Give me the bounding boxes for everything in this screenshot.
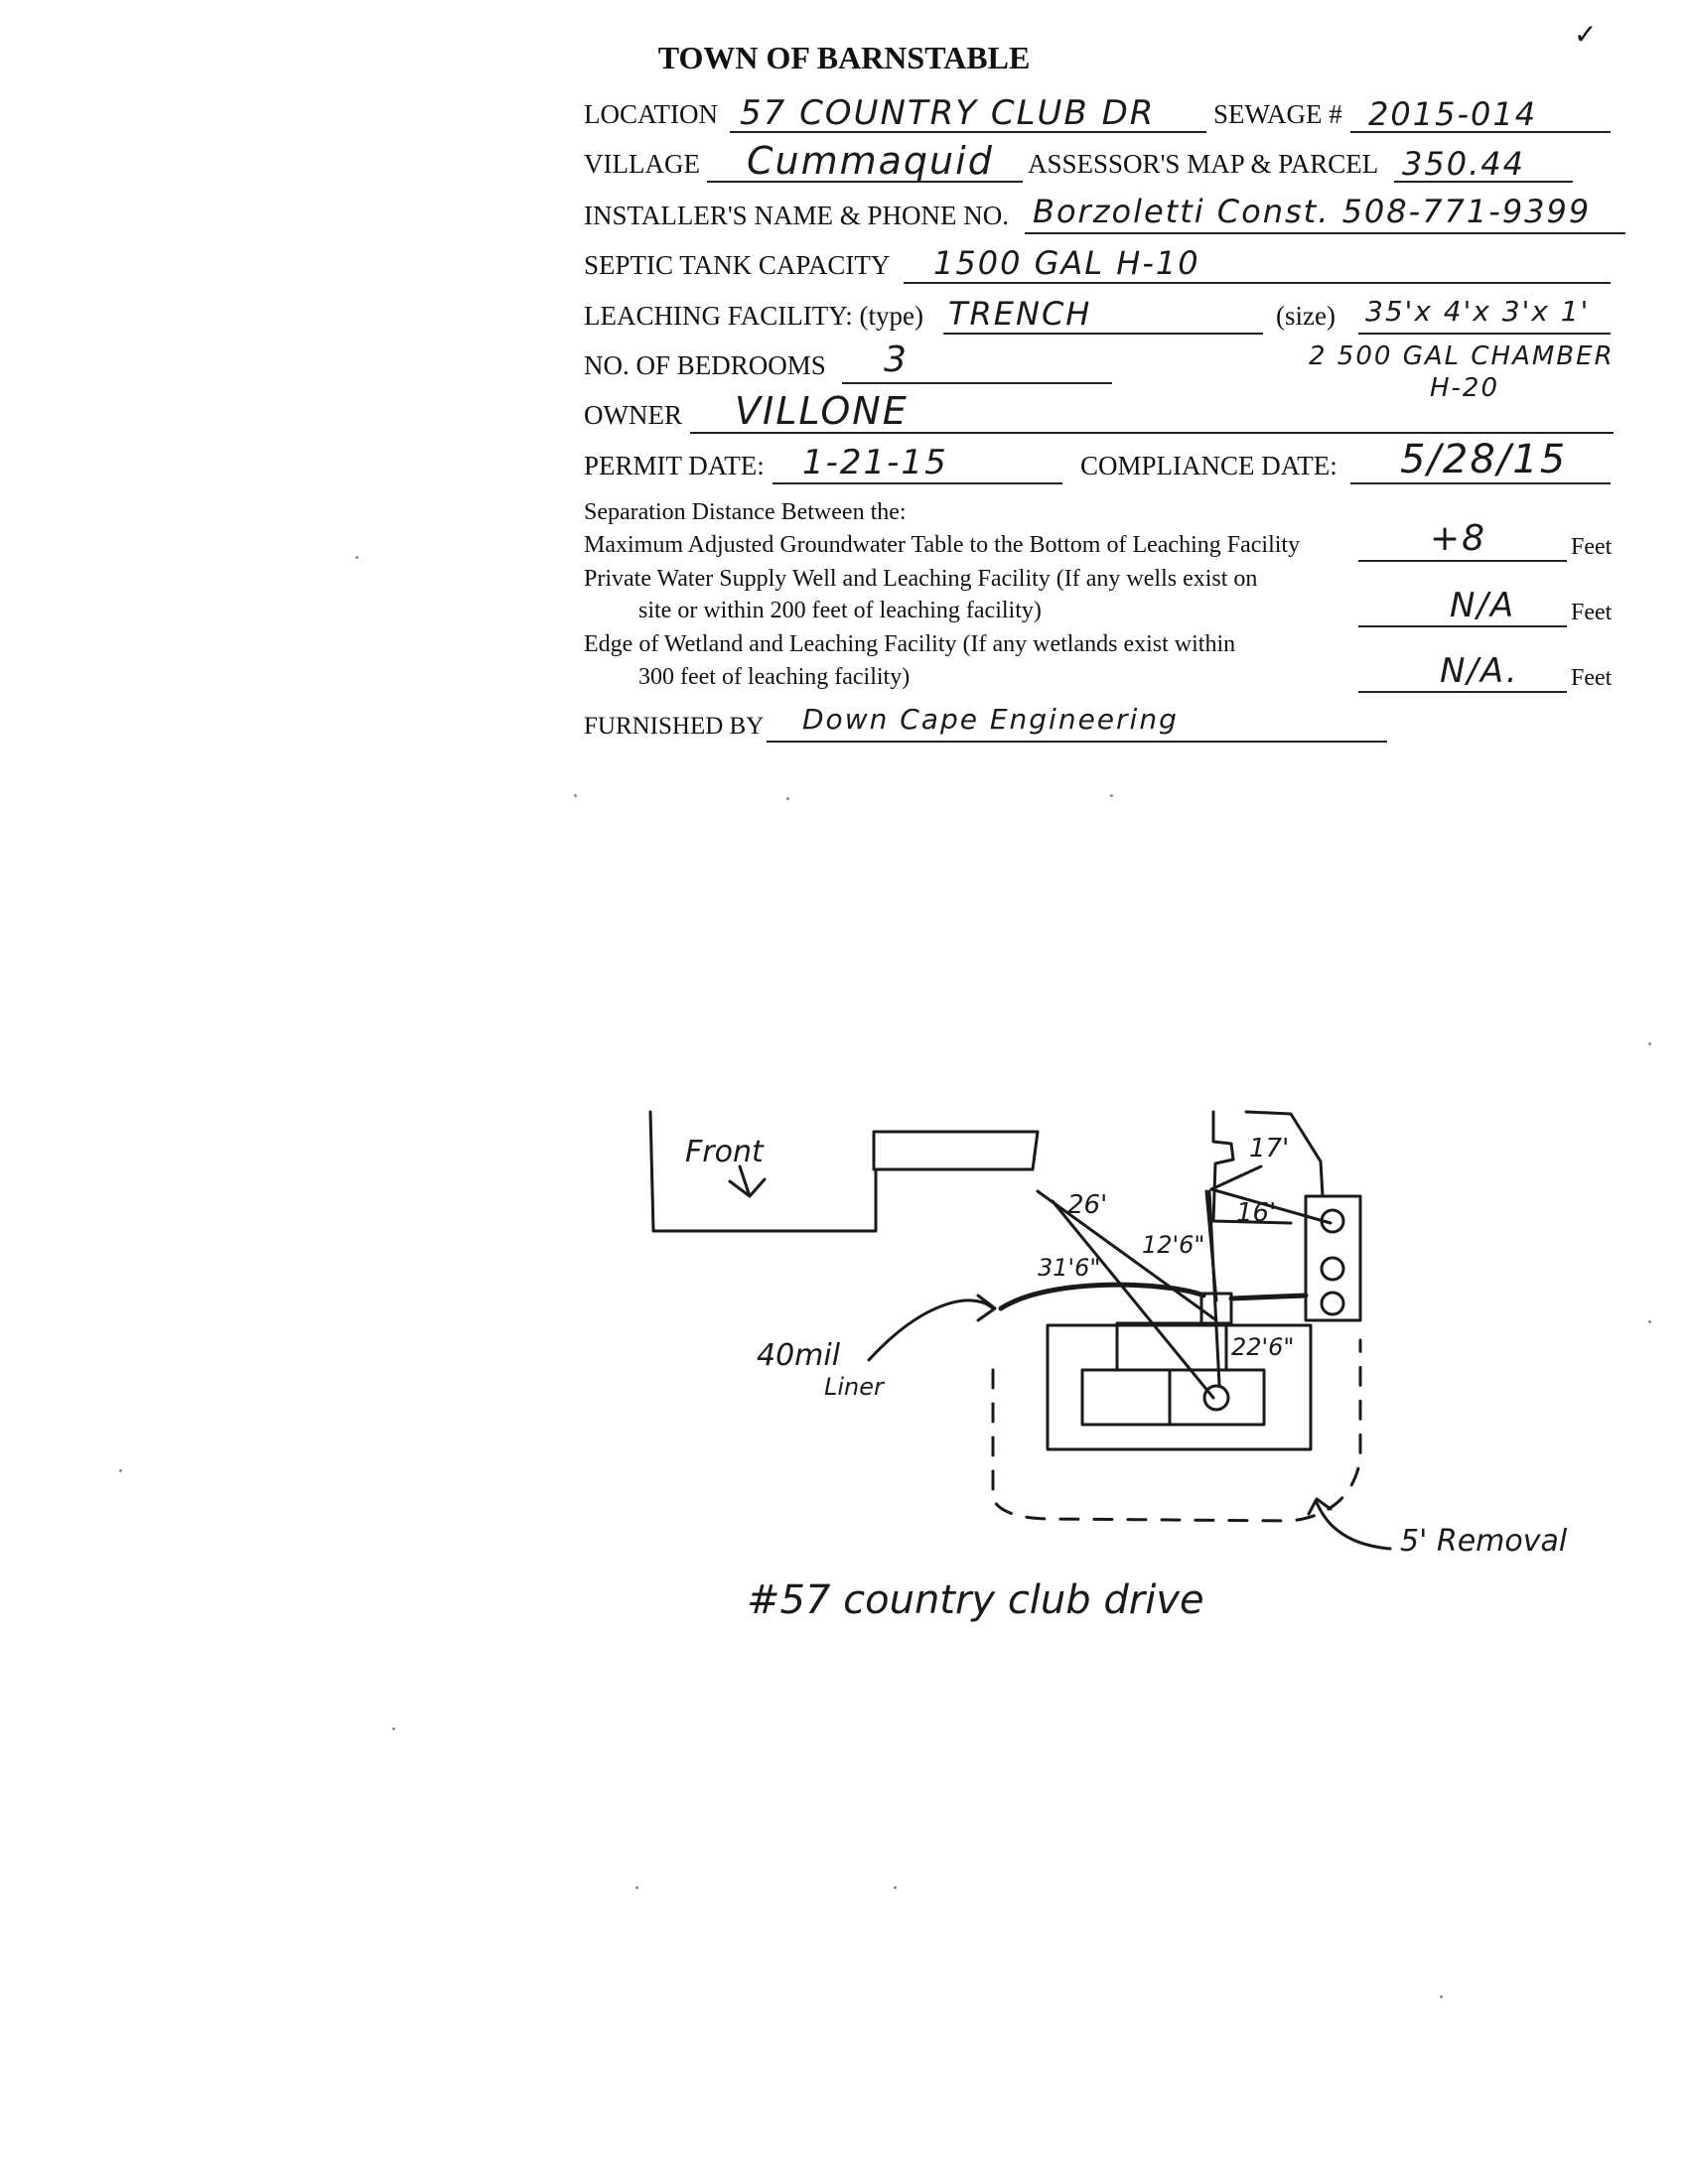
installer-value: Borzoletti Const. 508-771-9399 — [1033, 193, 1592, 230]
separation-row2-value: N/A — [1450, 586, 1516, 625]
pipe-to-dbox — [1231, 1296, 1306, 1298]
check-mark: ✓ — [1574, 18, 1598, 51]
installer-label: INSTALLER'S NAME & PHONE NO. — [584, 201, 1009, 230]
sketch-caption: #57 country club drive — [747, 1577, 1204, 1623]
separation-row1-value: +8 — [1430, 518, 1487, 559]
compliance-label: COMPLIANCE DATE: — [1080, 451, 1337, 480]
sewage-value: 2015-014 — [1368, 95, 1538, 133]
dim-17: 17' — [1249, 1134, 1290, 1163]
separation-row1-text: Maximum Adjusted Groundwater Table to the Bottom of Leaching Facility — [584, 532, 1301, 558]
separation-row3-unit: Feet — [1571, 665, 1613, 691]
assessor-value: 350.44 — [1402, 145, 1525, 183]
size-label: (size) — [1276, 301, 1336, 331]
liner-label-1: 40mil — [757, 1338, 841, 1373]
size-value: 35'x 4'x 3'x 1' — [1365, 295, 1591, 328]
compliance-value: 5/28/15 — [1400, 437, 1568, 482]
dbox-circle-2 — [1322, 1258, 1343, 1280]
dim-12-6: 12'6" — [1142, 1231, 1205, 1259]
furnished-label: FURNISHED BY — [584, 713, 765, 740]
permit-value: 1-21-15 — [802, 443, 948, 482]
sewage-label: SEWAGE # — [1213, 99, 1342, 129]
liner-arrowhead — [978, 1296, 995, 1320]
house-outline — [650, 1112, 1038, 1231]
location-label: LOCATION — [584, 99, 718, 129]
furnished-value: Down Cape Engineering — [802, 703, 1179, 736]
size-note-line2: H-20 — [1430, 373, 1500, 403]
front-label: Front — [685, 1135, 764, 1169]
separation-row2-unit: Feet — [1571, 600, 1613, 625]
liner-label-2: Liner — [824, 1373, 884, 1401]
owner-label: OWNER — [584, 400, 682, 430]
removal-arrow — [1316, 1501, 1390, 1549]
dim-16: 16' — [1236, 1198, 1277, 1228]
measure-17 — [1211, 1166, 1261, 1189]
separation-row3-line2: 300 feet of leaching facility) — [638, 664, 911, 690]
separation-row2-line2: site or within 200 feet of leaching facility) — [638, 598, 1042, 623]
location-value: 57 COUNTRY CLUB DR — [740, 93, 1156, 133]
tank-compartment-left — [1082, 1370, 1170, 1425]
removal-label: 5' Removal — [1400, 1524, 1568, 1559]
separation-row2-line1: Private Water Supply Well and Leaching Facility (If any wells exist on — [584, 566, 1258, 592]
bedrooms-label: NO. OF BEDROOMS — [584, 350, 826, 380]
separation-row3-line1: Edge of Wetland and Leaching Facility (If any wetlands exist within — [584, 631, 1236, 657]
size-note-line1: 2 500 GAL CHAMBER — [1309, 341, 1615, 371]
village-label: VILLAGE — [584, 149, 700, 179]
page-title: TOWN OF BARNSTABLE — [657, 40, 1031, 75]
owner-value: VILLONE — [735, 389, 909, 433]
leaching-value: TRENCH — [948, 295, 1092, 333]
dim-31-6: 31'6" — [1038, 1254, 1101, 1282]
septic-value: 1500 GAL H-10 — [933, 244, 1200, 282]
separation-heading: Separation Distance Between the: — [584, 499, 907, 525]
bedrooms-value: 3 — [884, 340, 909, 380]
separation-row1-unit: Feet — [1571, 534, 1613, 560]
separation-row3-value: N/A. — [1440, 651, 1519, 691]
liner-arrow — [869, 1300, 993, 1360]
permit-label: PERMIT DATE: — [584, 451, 765, 480]
tank-compartment-right — [1170, 1370, 1264, 1425]
assessor-label: ASSESSOR'S MAP & PARCEL — [1028, 149, 1379, 179]
dim-26: 26' — [1067, 1190, 1108, 1220]
village-value: Cummaquid — [747, 139, 994, 183]
septic-label: SEPTIC TANK CAPACITY — [584, 250, 891, 280]
dim-22-6: 22'6" — [1231, 1333, 1295, 1361]
front-arrow — [730, 1166, 765, 1196]
leaching-label: LEACHING FACILITY: (type) — [584, 301, 923, 331]
dbox-circle-3 — [1322, 1293, 1343, 1314]
